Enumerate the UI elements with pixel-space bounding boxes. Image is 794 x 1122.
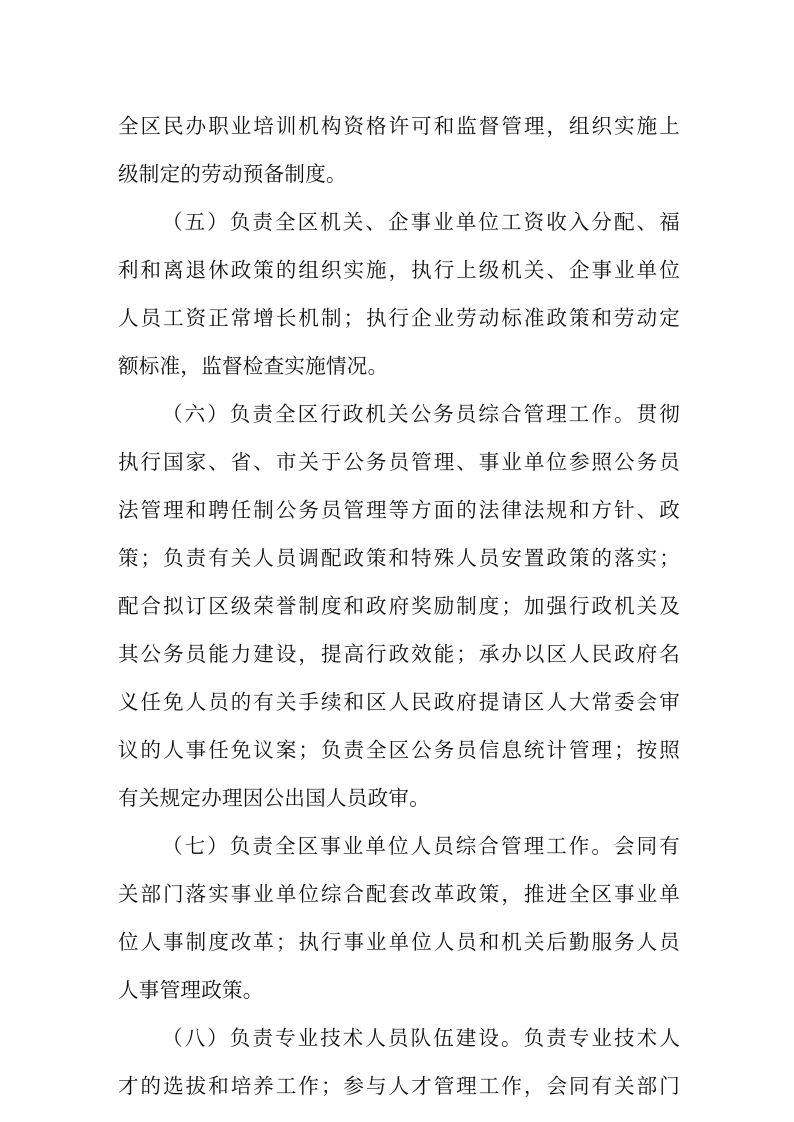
text-line: 配合拟订区级荣誉制度和政府奖励制度；加强行政机关及: [118, 594, 680, 618]
text-line: 人事管理政策。: [118, 978, 264, 1002]
paragraph-item-7: [118, 822, 680, 1014]
paragraph-item-8: [118, 1014, 680, 1110]
text-line: 全区民办职业培训机构资格许可和监督管理，组织实施上: [118, 114, 680, 138]
text-line: 利和离退休政策的组织实施，执行上级机关、企事业单位: [118, 258, 680, 282]
text-line: （五）负责全区机关、企事业单位工资收入分配、福: [162, 210, 680, 234]
text-line: 其公务员能力建设，提高行政效能；承办以区人民政府名: [118, 642, 680, 666]
text-line: 策；负责有关人员调配政策和特殊人员安置政策的落实；: [118, 546, 680, 570]
paragraph-item-5: [118, 198, 680, 390]
text-line: 才的选拔和培养工作；参与人才管理工作，会同有关部门: [118, 1074, 680, 1098]
text-line: 法管理和聘任制公务员管理等方面的法律法规和方针、政: [118, 498, 680, 522]
text-line: 议的人事任免议案；负责全区公务员信息统计管理；按照: [118, 738, 680, 762]
text-line: 执行国家、省、市关于公务员管理、事业单位参照公务员: [118, 450, 680, 474]
text-line: （八）负责专业技术人员队伍建设。负责专业技术人: [162, 1026, 680, 1050]
text-line: 位人事制度改革；执行事业单位人员和机关后勤服务人员: [118, 930, 680, 954]
text-line: 义任免人员的有关手续和区人民政府提请区人大常委会审: [118, 690, 680, 714]
text-line: 级制定的劳动预备制度。: [118, 162, 347, 186]
paragraph-item-6: [118, 390, 680, 822]
document-body: [118, 102, 680, 1110]
text-line: 人员工资正常增长机制；执行企业劳动标准政策和劳动定: [118, 306, 680, 330]
text-line: （六）负责全区行政机关公务员综合管理工作。贯彻: [162, 402, 680, 426]
text-line: 有关规定办理因公出国人员政审。: [118, 786, 430, 810]
text-line: 关部门落实事业单位综合配套改革政策，推进全区事业单: [118, 882, 680, 906]
text-line: （七）负责全区事业单位人员综合管理工作。会同有: [162, 834, 680, 858]
paragraph-continued: [118, 102, 680, 198]
text-line: 额标准，监督检查实施情况。: [118, 354, 389, 378]
